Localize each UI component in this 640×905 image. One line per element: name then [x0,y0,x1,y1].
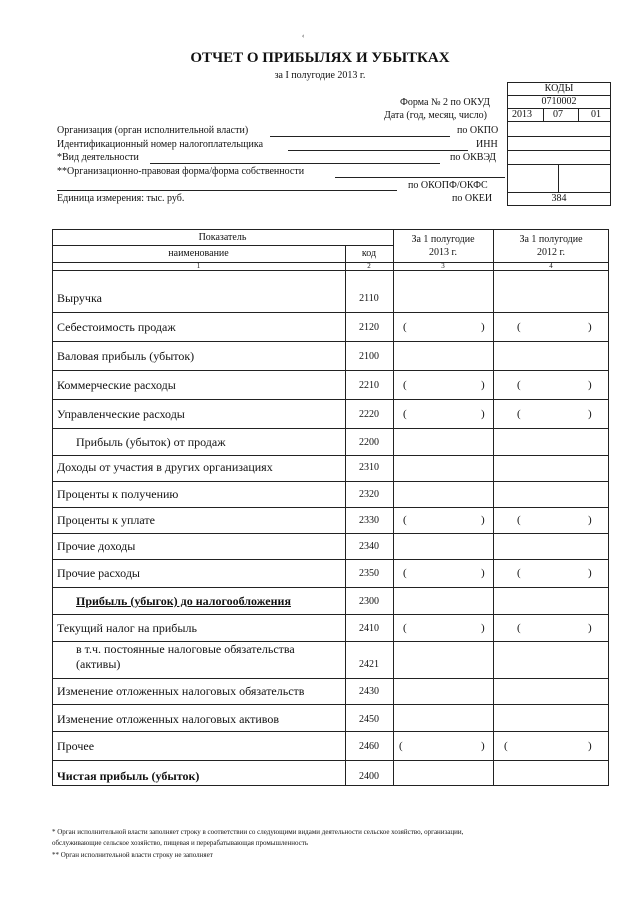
row-name: Себестоимость продаж [57,320,176,334]
okopf-label: по ОКОПФ/ОКФС [408,180,488,191]
okud-value: 0710002 [541,96,577,107]
inn-label: Идентификационный номер налогоплательщика [57,139,264,150]
col-period1: За 1 полугодие [411,234,475,245]
report-title: ОТЧЕТ О ПРИБЫЛЯХ И УБЫТКАХ [190,50,450,66]
legal-form-label: **Организационно-правовая форма/форма собственности [57,166,305,177]
col-code: код [361,248,377,259]
col-num: 3 [441,262,445,270]
okpo-label: по ОКПО [457,125,499,136]
okei-label: по ОКЕИ [452,193,493,204]
col-num: 1 [196,262,201,270]
col-num: 2 [367,262,371,270]
row-code: 2460 [359,741,379,752]
row-code: 2310 [359,462,379,473]
okved-label: по ОКВЭД [450,152,496,163]
row-code: 2100 [359,351,379,362]
date-month: 07 [553,109,563,120]
row-code: 2400 [359,771,379,782]
footnote-2: ** Орган исполнительной власти строку не заполняет [52,851,213,859]
row-code: 2200 [359,437,379,448]
footnote-1-cont: обслуживающие сельское хозяйство, пищевая и перерабатывающая промышленность [52,839,309,847]
row-name: Чистая прибыль (убыток) [57,769,200,783]
date-day: 01 [591,109,601,120]
row-name: Текущий налог на прибыль [57,621,197,635]
okei-value: 384 [551,193,567,204]
row-name: Проценты к уплате [57,513,155,527]
okud-label: Форма № 2 по ОКУД [400,97,490,108]
codes-header: КОДЫ [544,83,574,94]
unit-label: Единица измерения: тыс. руб. [57,193,185,204]
row-name: Прибыль (убыгок) до налогообложения [76,594,291,608]
row-code: 2340 [359,541,379,552]
row-name: Коммерческие расходы [57,378,176,392]
date-year: 2013 [512,109,532,120]
row-code: 2430 [359,686,379,697]
col-name: наименование [168,248,229,259]
report-period: за I полугодие 2013 г. [274,70,366,81]
row-code: 2220 [359,409,379,420]
row-name: Доходы от участия в других организациях [57,460,273,474]
row-name: Изменение отложенных налоговых активов [57,712,280,726]
inn-code-label: ИНН [476,139,498,150]
row-name: Прочие доходы [57,539,136,553]
col-num: 4 [549,262,553,270]
col-indicator: Показатель [198,232,247,243]
row-code: 2421 [359,659,379,670]
row-code: 2300 [359,596,379,607]
row-name: Выручка [57,291,102,305]
row-name: Проценты к получению [57,487,179,501]
row-code: 2330 [359,515,379,526]
row-name: Прибыль (убыток) от продаж [76,435,226,449]
row-code: 2320 [359,489,379,500]
row-name: Управленческие расходы [57,407,185,421]
row-name: Валовая прибыль (убыток) [57,349,195,363]
row-code: 2410 [359,623,379,634]
col-period1-year: 2013 г. [429,247,457,258]
footnote-1: * Орган исполнительной власти заполняет строку в соответствии со следующими видами деятельности сельское хозяйство, организации, [52,828,464,836]
row-code: 2350 [359,568,379,579]
row-code: 2120 [359,322,379,333]
row-code: 2110 [359,293,379,304]
page-mark: ‹ [302,32,305,40]
row-code: 2450 [359,714,379,725]
col-period2-year: 2012 г. [537,247,565,258]
row-name: Изменение отложенных налоговых обязательств [57,684,305,698]
org-label: Организация (орган исполнительной власти) [57,125,249,136]
row-name-cont: (активы) [76,657,121,671]
date-label: Дата (год, месяц, число) [384,110,487,121]
row-name: Прочие расходы [57,566,140,580]
row-code: 2210 [359,380,379,391]
activity-label: *Вид деятельности [57,152,139,163]
col-period2: За 1 полугодие [519,234,583,245]
row-name: Прочее [57,739,95,753]
row-name: в т.ч. постоянные налоговые обязательства [76,642,295,656]
